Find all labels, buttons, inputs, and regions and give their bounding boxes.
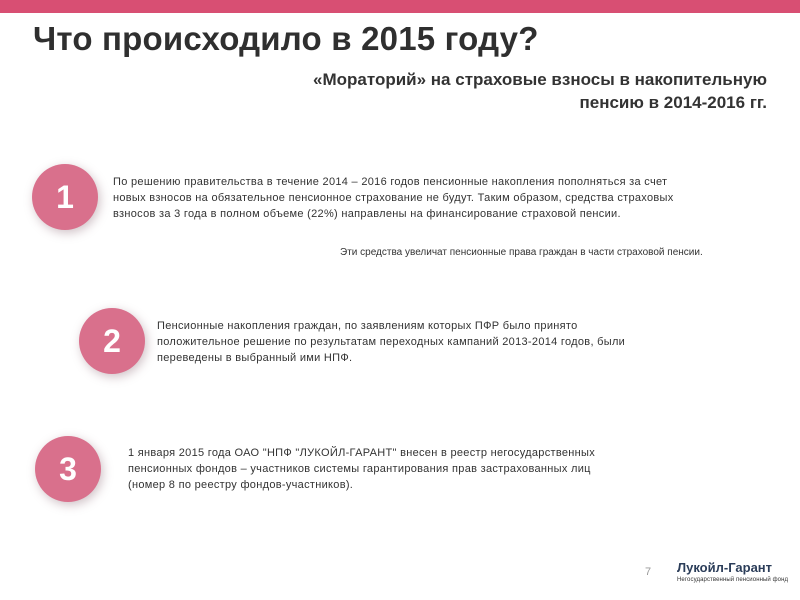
item-2-line-3: переведены в выбранный ими НПФ. — [157, 352, 353, 364]
item-2-line-2: положительное решение по результатам переходных кампаний 2013-2014 годов, были — [157, 336, 626, 348]
item-1-line-3: взносов за 3 года в полном объеме (22%) направлены на финансирование страховой пенсии. — [113, 208, 621, 220]
page-subtitle — [147, 68, 767, 114]
company-logo — [677, 561, 797, 583]
item-1-number-circle: 1 — [32, 164, 98, 230]
item-3-line-1: 1 января 2015 года ОАО "НПФ "ЛУКОЙЛ-ГАРАНТ" внесен в реестр негосударственных — [128, 447, 596, 459]
item-3-line-3: (номер 8 по реестру фондов-участников). — [128, 479, 354, 491]
item-2-number-circle: 2 — [79, 308, 145, 374]
logo-name: Лукойл-Гарант — [677, 560, 773, 575]
item-3-text — [128, 445, 595, 493]
top-accent-bar — [0, 0, 800, 13]
item-1-line-2: новых взносов на обязательное пенсионное страхование не будут. Таким образом, средства страховых — [113, 192, 674, 204]
item-1-line-1: По решению правительства в течение 2014 – 2016 годов пенсионные накопления пополняться за счет — [113, 176, 668, 188]
item-2-text — [157, 318, 625, 366]
page-number: 7 — [645, 566, 652, 578]
item-3-number-circle: 3 — [35, 436, 101, 502]
item-2-line-1: Пенсионные накопления граждан, по заявлениям которых ПФР было принято — [157, 320, 578, 332]
subtitle-line-1: «Мораторий» на страховые взносы в накопительную — [313, 70, 767, 89]
logo-subtitle: Негосударственный пенсионный фонд — [677, 577, 789, 583]
page-title: Что происходило в 2015 году? — [33, 20, 539, 57]
item-1-note: Эти средства увеличат пенсионные права граждан в части страховой пенсии. — [340, 247, 703, 258]
item-1-text — [113, 174, 674, 222]
item-3-line-2: пенсионных фондов – участников системы гарантирования прав застрахованных лиц — [128, 463, 591, 475]
subtitle-line-2: пенсию в 2014-2016 гг. — [579, 93, 767, 112]
